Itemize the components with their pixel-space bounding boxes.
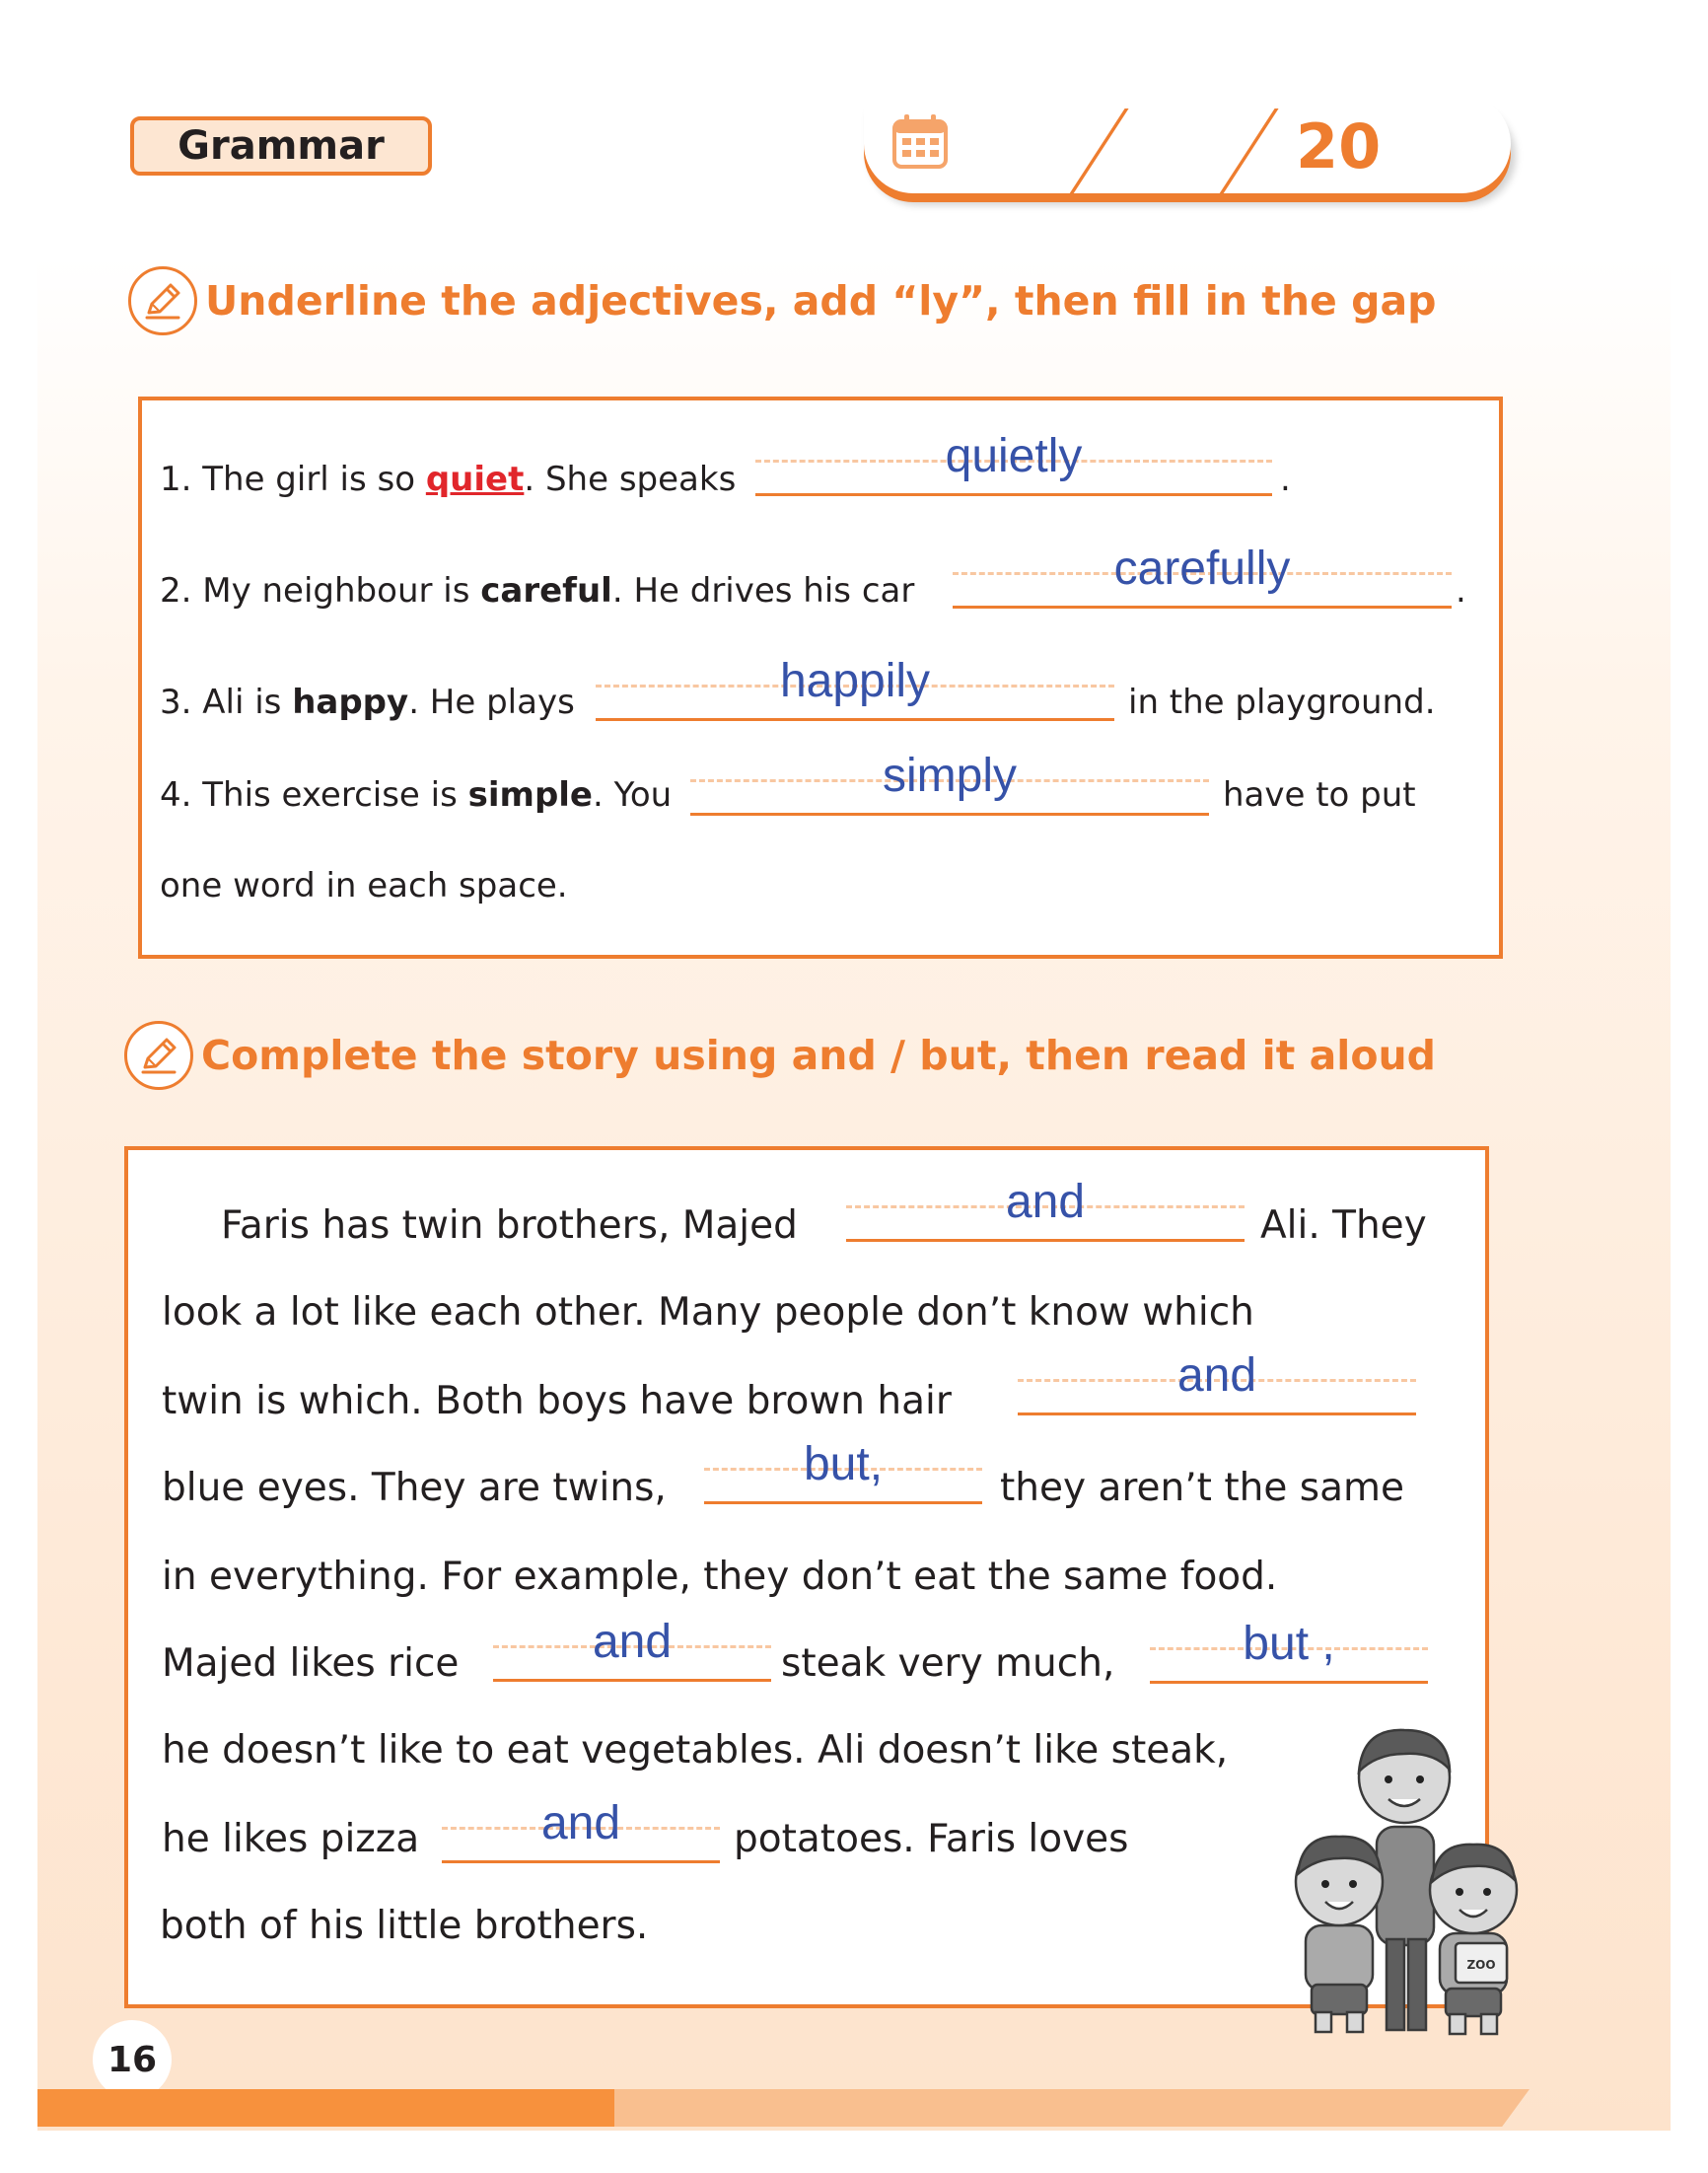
sentence-3-end: in the playground. (1128, 683, 1436, 722)
story-line-3: twin is which. Both boys have brown hair (162, 1379, 952, 1423)
sentence-1 (160, 460, 736, 499)
story-blank-3[interactable] (704, 1438, 982, 1504)
answer-quietly: quietly (945, 430, 1083, 482)
footer-bar-dark (37, 2089, 614, 2127)
date-separator (1068, 109, 1128, 195)
sentence-text: . He plays (408, 683, 575, 722)
lesson-number: 20 (1296, 110, 1382, 182)
section-label: Grammar (130, 116, 432, 176)
sentence-4 (160, 775, 672, 815)
sentence-text: 1. The girl is so (160, 460, 426, 499)
sentence-2-end: . (1456, 571, 1466, 611)
sentence-1-end: . (1280, 460, 1291, 499)
pencil-icon (128, 266, 197, 335)
sentence-text: . She speaks (524, 460, 737, 499)
story-line-6-mid: steak very much, (781, 1641, 1115, 1686)
sentence-3 (160, 683, 575, 722)
answer-carefully: carefully (1113, 543, 1291, 595)
story-blank-5[interactable] (1150, 1618, 1428, 1684)
pencil-icon (124, 1021, 193, 1090)
story-answer-2: and (1176, 1349, 1257, 1402)
story-answer-6: and (540, 1797, 621, 1849)
answer-happily: happily (779, 655, 931, 707)
story-line-1-end: Ali. They (1260, 1203, 1427, 1248)
sentence-4-line2: one word in each space. (160, 866, 568, 905)
three-boys-illustration (1282, 1716, 1538, 2042)
story-line-8-end: potatoes. Faris loves (734, 1817, 1129, 1861)
sentence-4-end: have to put (1223, 775, 1416, 815)
calendar-icon (891, 112, 949, 170)
story-answer-5: but , (1243, 1618, 1335, 1670)
adjective-happy: happy (292, 683, 409, 722)
answer-blank-4[interactable] (690, 750, 1209, 816)
date-box (864, 95, 1511, 193)
book-label: ZOO (1466, 1958, 1496, 1972)
story-line-4: blue eyes. They are twins, (162, 1466, 667, 1510)
adjective-simple: simple (467, 775, 593, 815)
story-line-2: look a lot like each other. Many people don’t know which (162, 1290, 1254, 1335)
footer-bar-light (614, 2089, 1530, 2127)
story-line-1: Faris has twin brothers, Majed (221, 1203, 798, 1248)
story-line-6: Majed likes rice (162, 1641, 460, 1686)
exercise2-instruction: Complete the story using and / but, then read it aloud (201, 1032, 1437, 1079)
story-blank-1[interactable] (846, 1176, 1245, 1242)
answer-blank-1[interactable] (755, 430, 1272, 496)
exercise1-heading (128, 266, 1436, 335)
exercise1-instruction: Underline the adjectives, add “ly”, then fill in the gap (205, 277, 1437, 325)
sentence-text: 3. Ali is (160, 683, 293, 722)
story-line-7: he doesn’t like to eat vegetables. Ali doesn’t like steak, (162, 1728, 1229, 1773)
story-line-9: both of his little brothers. (160, 1904, 649, 1948)
adjective-careful: careful (480, 571, 612, 611)
sentence-text: . He drives his car (611, 571, 915, 611)
story-line-5: in everything. For example, they don’t eat the same food. (162, 1555, 1278, 1599)
adjective-quiet: quiet (425, 460, 525, 499)
story-answer-1: and (1005, 1176, 1086, 1228)
story-answer-4: and (592, 1616, 673, 1668)
story-blank-4[interactable] (493, 1616, 771, 1682)
story-blank-2[interactable] (1018, 1349, 1416, 1415)
date-separator (1218, 109, 1278, 195)
answer-blank-2[interactable] (953, 543, 1452, 609)
sentence-2 (160, 571, 914, 611)
answer-simply: simply (882, 750, 1017, 802)
story-line-4-end: they aren’t the same (1000, 1466, 1404, 1510)
story-answer-3: but, (803, 1438, 884, 1490)
sentence-text: 2. My neighbour is (160, 571, 481, 611)
story-line-8: he likes pizza (162, 1817, 420, 1861)
exercise2-heading (124, 1021, 1436, 1090)
answer-blank-3[interactable] (596, 655, 1114, 721)
story-blank-6[interactable] (442, 1797, 720, 1863)
sentence-text: . You (593, 775, 673, 815)
page-number: 16 (93, 2020, 172, 2099)
sentence-text: 4. This exercise is (160, 775, 468, 815)
